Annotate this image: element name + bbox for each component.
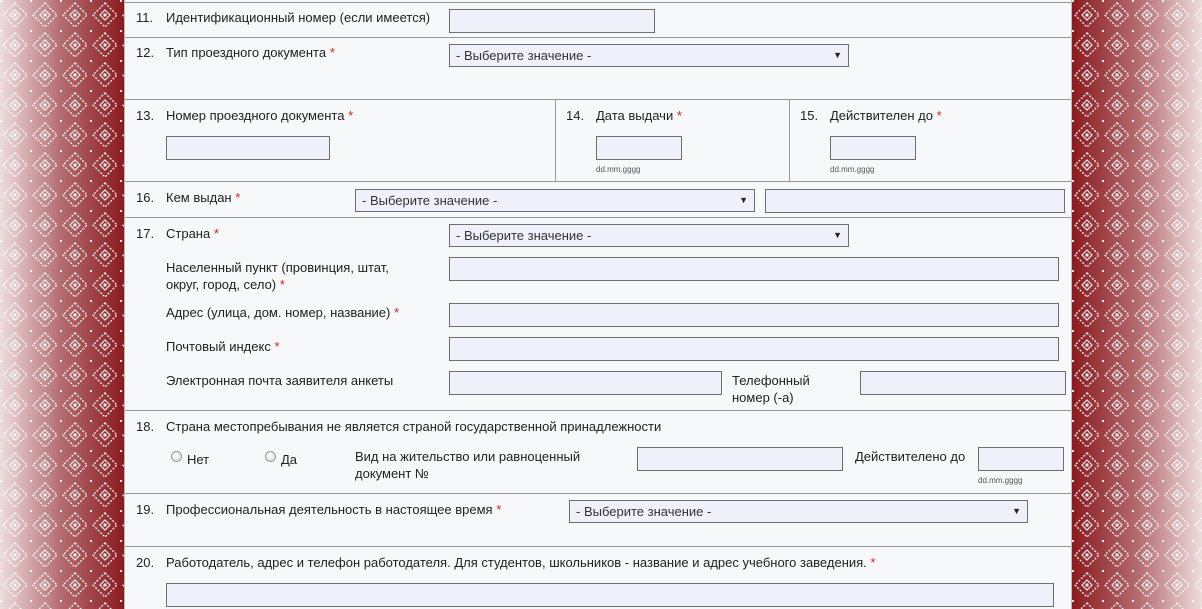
travel-document-type-select[interactable]: - Выберите значение - ▼ xyxy=(449,44,849,67)
field-15-number: 15. xyxy=(800,108,819,123)
field-16-number: 16. xyxy=(136,190,155,205)
phone-label: Телефонный xyxy=(732,373,810,388)
email-label: Электронная почта заявителя анкеты xyxy=(166,373,394,388)
date-format-hint: dd.mm.gggg xyxy=(830,165,875,174)
locality-label: Населенный пункт (провинция, штат, xyxy=(166,260,389,275)
divider xyxy=(125,217,1071,218)
radio-yes[interactable] xyxy=(265,451,276,462)
permit-valid-until-input[interactable] xyxy=(978,447,1064,471)
phone-input[interactable] xyxy=(860,371,1066,395)
field-14-number: 14. xyxy=(566,108,585,123)
field-12-label: Тип проездного документа * xyxy=(166,45,335,60)
id-number-input[interactable] xyxy=(449,9,655,33)
field-12-number: 12. xyxy=(136,45,155,60)
radio-no[interactable] xyxy=(171,451,182,462)
divider xyxy=(125,181,1071,182)
travel-document-number-input[interactable] xyxy=(166,136,330,160)
chevron-down-icon: ▼ xyxy=(833,50,842,60)
field-20-number: 20. xyxy=(136,555,155,570)
divider xyxy=(125,410,1071,411)
radio-yes-label: Да xyxy=(281,452,298,467)
date-format-hint: dd.mm.gggg xyxy=(978,476,1023,485)
divider xyxy=(125,37,1071,38)
address-input[interactable] xyxy=(449,303,1059,327)
field-19-label: Профессиональная деятельность в настоящее время * xyxy=(166,502,502,517)
country-select[interactable]: - Выберите значение - ▼ xyxy=(449,224,849,247)
locality-input[interactable] xyxy=(449,257,1059,281)
valid-until-input[interactable] xyxy=(830,136,916,160)
occupation-select[interactable]: - Выберите значение - ▼ xyxy=(569,500,1028,523)
postal-code-input[interactable] xyxy=(449,337,1059,361)
visa-form xyxy=(124,0,1072,609)
issued-by-input[interactable] xyxy=(765,189,1065,213)
field-17-number: 17. xyxy=(136,226,155,241)
issued-by-select[interactable]: - Выберите значение - ▼ xyxy=(355,189,755,212)
issue-date-input[interactable] xyxy=(596,136,682,160)
residence-permit-label-line2: документ № xyxy=(355,466,429,481)
permit-valid-label: Действителено до xyxy=(855,449,966,464)
ornament-left xyxy=(0,0,124,609)
postal-code-label: Почтовый индекс * xyxy=(166,339,280,354)
field-15-label: Действителен до * xyxy=(830,108,942,123)
divider xyxy=(125,546,1071,547)
chevron-down-icon: ▼ xyxy=(1012,506,1021,516)
phone-label-line2: номер (-а) xyxy=(732,390,794,405)
field-19-number: 19. xyxy=(136,502,155,517)
field-13-label: Номер проездного документа * xyxy=(166,108,354,123)
employer-input[interactable] xyxy=(166,583,1054,607)
email-input[interactable] xyxy=(449,371,722,395)
divider xyxy=(125,99,1071,100)
date-format-hint: dd.mm.gggg xyxy=(596,165,641,174)
chevron-down-icon: ▼ xyxy=(833,230,842,240)
divider xyxy=(125,2,1071,3)
divider xyxy=(125,493,1071,494)
field-11-label: Идентификационный номер (если имеется) xyxy=(166,10,431,25)
divider xyxy=(555,99,556,181)
chevron-down-icon: ▼ xyxy=(739,195,748,205)
residence-permit-label: Вид на жительство или равноценный xyxy=(355,449,581,464)
field-18-number: 18. xyxy=(136,419,155,434)
divider xyxy=(789,99,790,181)
locality-label-line2: округ, город, село) * xyxy=(166,277,285,292)
field-20-label: Работодатель, адрес и телефон работодателя. Для студентов, школьников - название и адрес учебного заведения. * xyxy=(166,555,876,570)
field-14-label: Дата выдачи * xyxy=(596,108,682,123)
address-label: Адрес (улица, дом. номер, название) * xyxy=(166,305,400,320)
radio-no-label: Нет xyxy=(187,452,210,467)
field-18-label: Страна местопребывания не является страной государственной принадлежности xyxy=(166,419,662,434)
field-17-label: Страна * xyxy=(166,226,219,241)
field-11-number: 11. xyxy=(136,10,154,25)
field-13-number: 13. xyxy=(136,108,155,123)
field-16-label: Кем выдан * xyxy=(166,190,241,205)
residence-permit-input[interactable] xyxy=(637,447,843,471)
ornament-right xyxy=(1072,0,1202,609)
